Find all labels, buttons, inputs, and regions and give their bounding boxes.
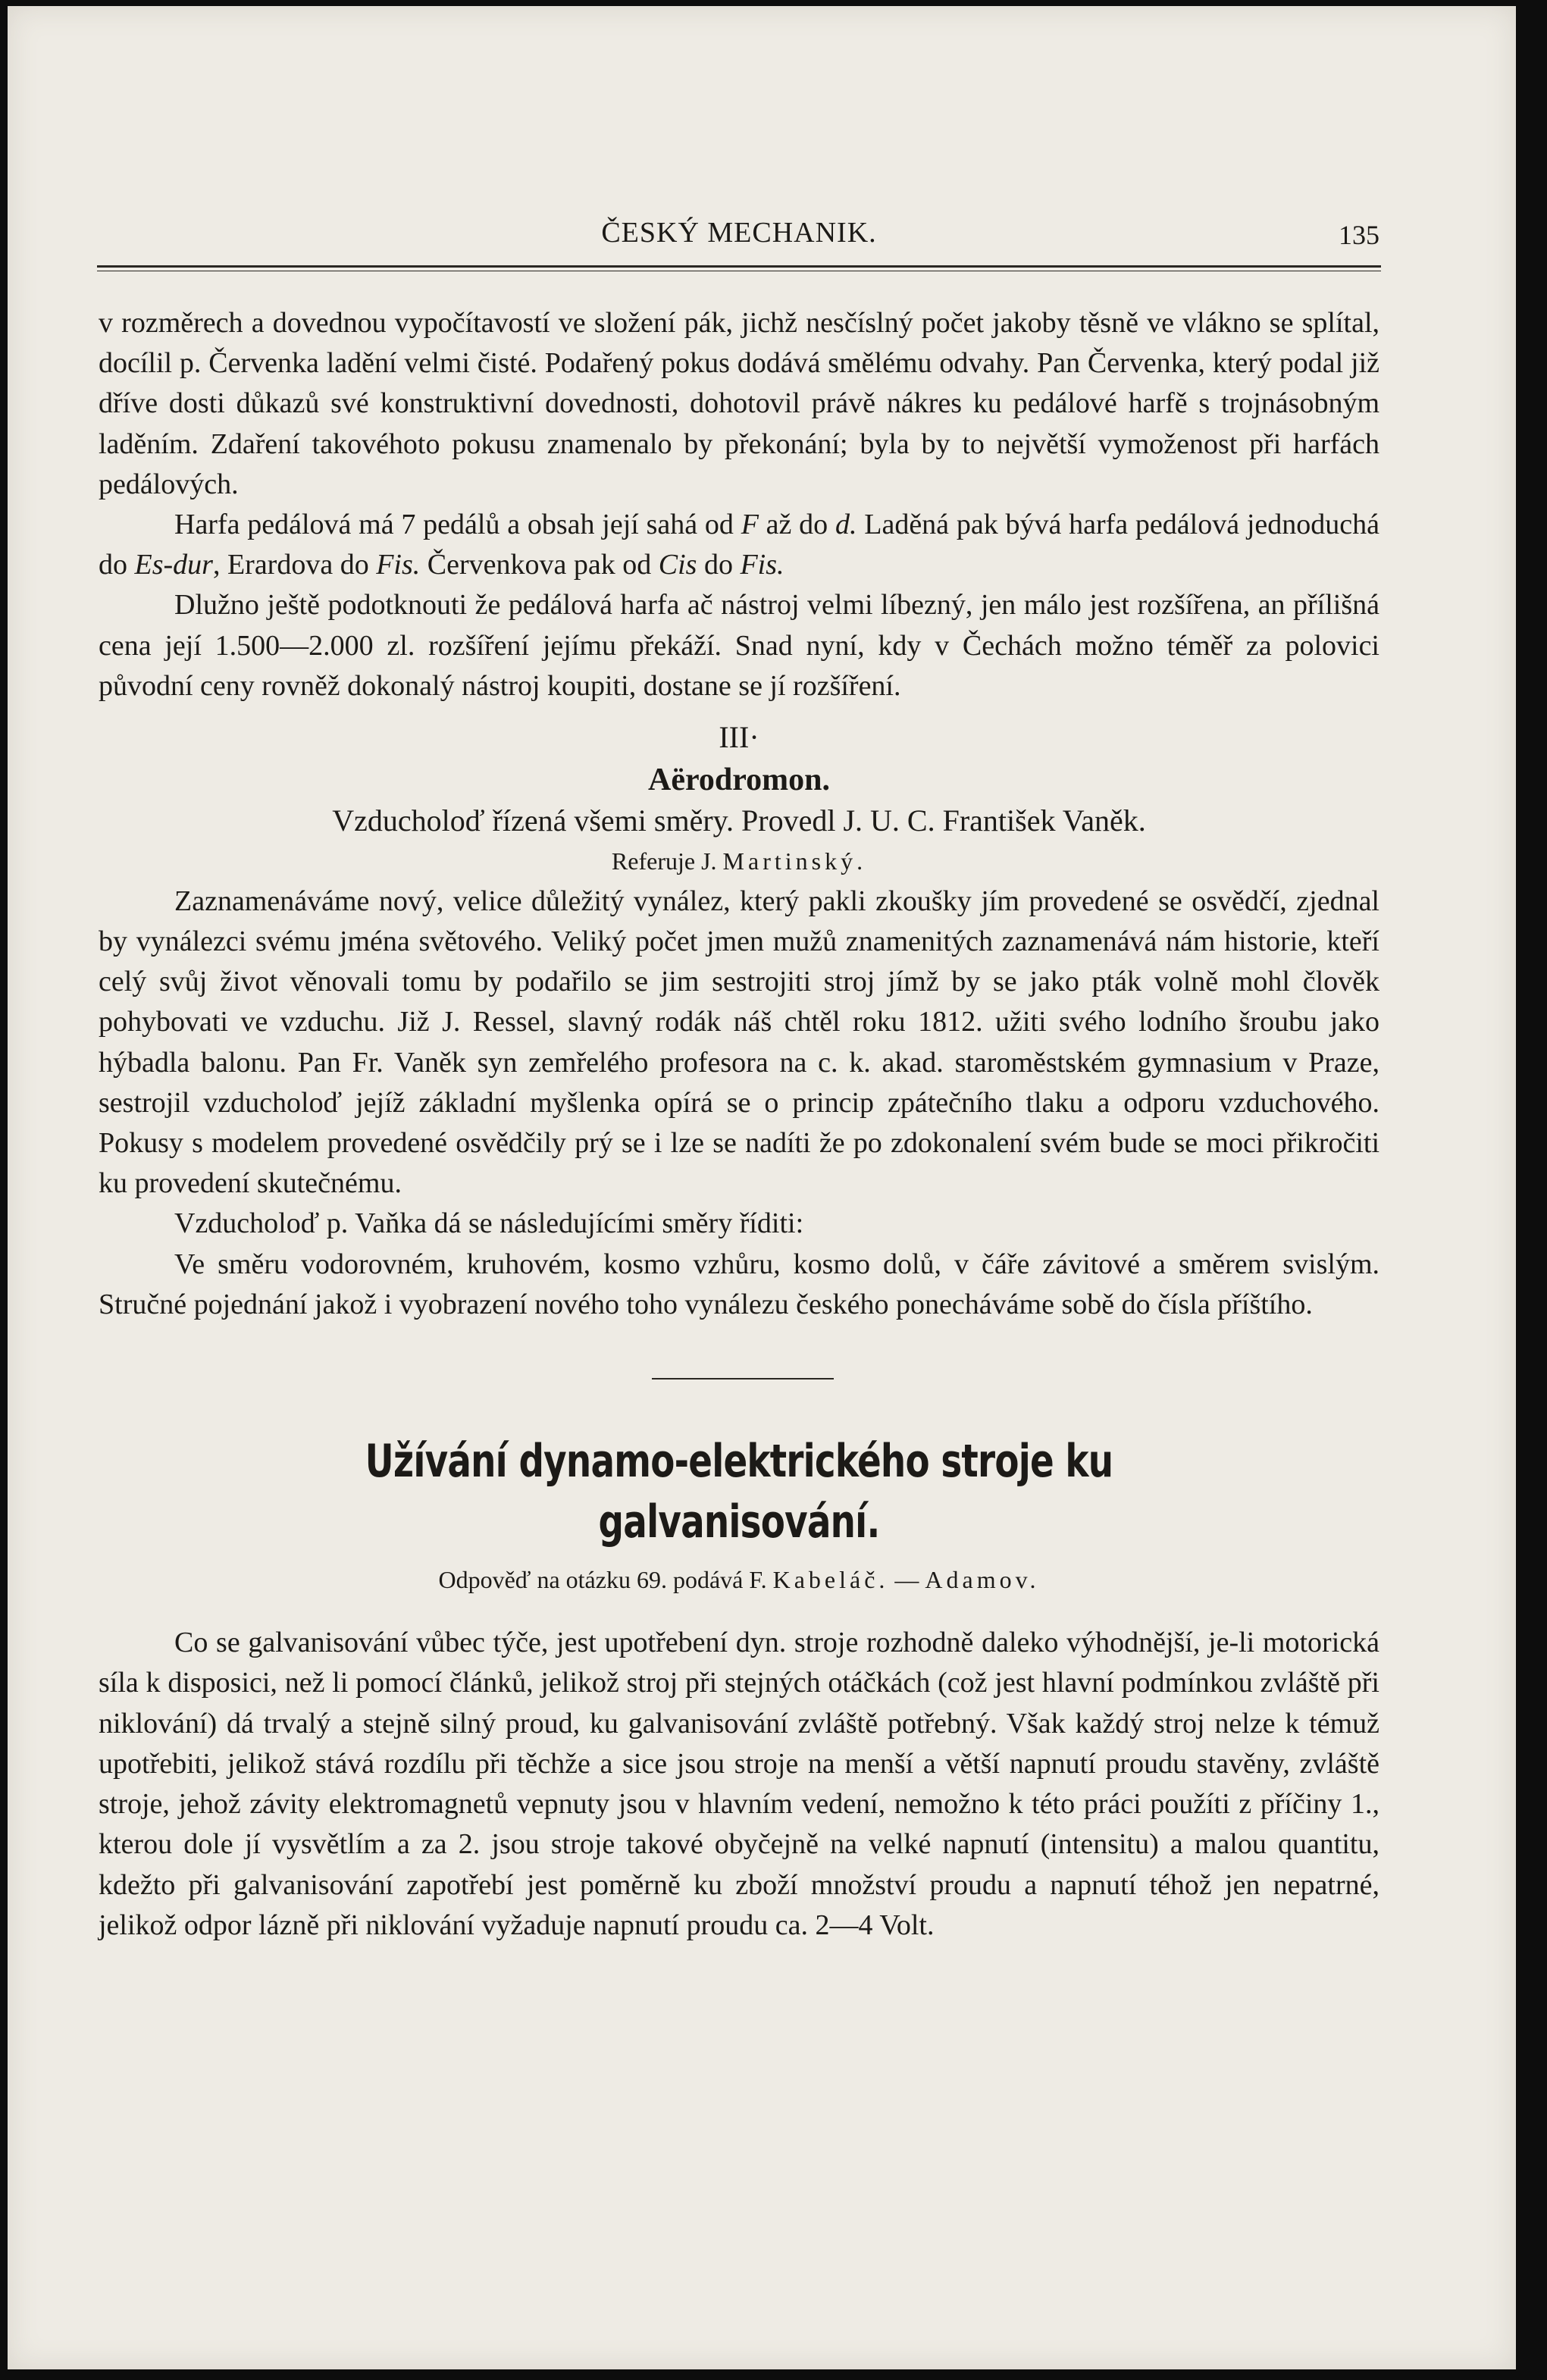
note-name: Fis. (740, 549, 784, 581)
text-run: Laděná pak bývá harfa pedálová jednoduchá do (99, 509, 1380, 581)
text-run: Harfa pedálová má 7 pedálů a obsah její sahá od (174, 509, 741, 541)
article-title: Užívání dynamo-elektrického stroje ku galvanisování. (365, 1435, 1113, 1549)
section-divider-area (99, 1325, 1379, 1431)
byline-prefix: Odpověď na otázku 69. podává F. (438, 1566, 773, 1594)
referee-prefix: Referuje J. (611, 847, 723, 875)
paragraph-harfa-price: Dlužno ještě podotknouti že pedálová harfa ač nástroj velmi líbezný, jen málo jest rozšířena, an přílišná cena její 1.500—2.000 zl. rozšíření jejímu překáží. Snad nyní, kdy v Čechách možno téměř za polovici původní ceny rovněž dokonalý nástroj koupiti, dostane se jí rozšíření. (99, 589, 1379, 702)
note-name: Fis. (376, 549, 421, 581)
running-title: ČESKÝ MECHANIK. (601, 217, 877, 249)
paragraph-galvanisation: Co se galvanisování vůbec týče, jest upotřebení dyn. stroje rozhodně daleko výhodnější, je-li motorická síla k disposici, než li pomocí článků, jelikož stroj při stejných otáčkách (což jest hlavní podmínkou zvláště při niklování) dá trvalý a stejně silný proud, ku galvanisování zvláště potřebný. Však každý stroj nelze k témuž upotřebiti, jelikož stává rozdílu při těchže a sice jsou stroje na menší a větší napnutí proudu stavěny, zvláště stroje, jehož závity elektromagnetů vepnuty jsou v hlavním vedení, nemožno k této práci použíti z příčiny 1., kterou dole jí vysvětlím a za 2. jsou stroje takové obyčejně na velké napnutí (intensitu) a malou quantitu, kdežto při galvanisování zapotřebí jest poměrně ku zboží množství proudu a napnutí téhož jen nepatrné, jelikož odpor lázně při niklování vyžaduje napnutí proudu ca. 2—4 Volt. (99, 1627, 1379, 1941)
paragraph-aerodromon-intro: Zaznamenáváme nový, velice důležitý vynález, který pakli zkoušky jím provedené se osvědčí, zjednal by vynálezci svému jména světového. Veliký počet jmen mužů znamenitých zaznamenává nám historie, kteří celý svůj život věnovali tomu by podařilo se jim sestrojiti stroj jímž by se jako pták volně mohl člověk pohybovati ve vzduchu. Již J. Ressel, slavný rodák náš chtěl roku 1812. užiti svého lodního šroubu jako hýbadla balonu. Pan Fr. Vaněk syn zemřelého profesora na c. k. akad. staroměstském gymnasium v Praze, sestrojil vzducholoď jejíž základní myšlenka opírá se o princip zpátečního tlaku a odporu vzduchového. Pokusy s modelem provedené osvědčily prý se i lze se nadíti že po zdokonalení svém bude se moci přikročiti ku provedení skutečnému. (99, 885, 1379, 1200)
section-subtitle: Vzducholoď řízená všemi směry. Provedl J. U. C. František Vaněk. (332, 803, 1146, 838)
page-body (99, 303, 1379, 1946)
paragraph-aerodromon-directions: Vzducholoď p. Vaňka dá se následujícími směry říditi: (174, 1207, 804, 1240)
section-number: III· (719, 720, 759, 755)
text-run: , Erardova do (212, 549, 377, 581)
page-number: 135 (1339, 220, 1379, 250)
header-rule (97, 265, 1381, 271)
text-run: Červenkova pak od (420, 549, 659, 581)
note-name: Es-dur (134, 549, 213, 581)
byline-dash: — (888, 1566, 925, 1594)
section-referee (99, 841, 1379, 882)
section-title: Aërodromon. (648, 763, 830, 798)
running-header (99, 216, 1379, 261)
note-name: Cis (658, 549, 697, 581)
paragraph-harfa-continuation: v rozměrech a dovednou vypočítavostí ve složení pák, jichž nesčíslný počet jakoby těsně ve vlákno se splítal, docílil p. Červenka ladění velmi čisté. Podařený pokus dodává smělému odvahy. Pan Červenka, který podal již dříve dosti důkazů své konstruktivní dovednosti, dohotovil právě nákres ku pedálové harfě s trojnásobným laděním. Zdaření takovéhoto pokusu znamenalo by překonání; byla by to největší vymoženost při harfách pedálových. (99, 307, 1379, 500)
byline-place: Adamov. (925, 1566, 1040, 1594)
paragraph-aerodromon-list: Ve směru vodorovném, kruhovém, kosmo vzhůru, kosmo dolů, v čáře závitové a směrem svislým. Stručné pojednání jakož i vyobrazení nového toho vynálezu českého ponecháváme sobě do čísla příštího. (99, 1248, 1379, 1320)
note-name: F (741, 509, 759, 541)
text-run: až do (758, 509, 835, 541)
section-divider (652, 1378, 834, 1379)
referee-name: Martinský. (722, 847, 867, 875)
paragraph-harfa-pedals (99, 505, 1379, 585)
byline-name: Kabeláč. (772, 1566, 889, 1594)
article-byline (99, 1560, 1379, 1600)
note-name: d. (835, 509, 857, 541)
text-run: do (697, 549, 741, 581)
